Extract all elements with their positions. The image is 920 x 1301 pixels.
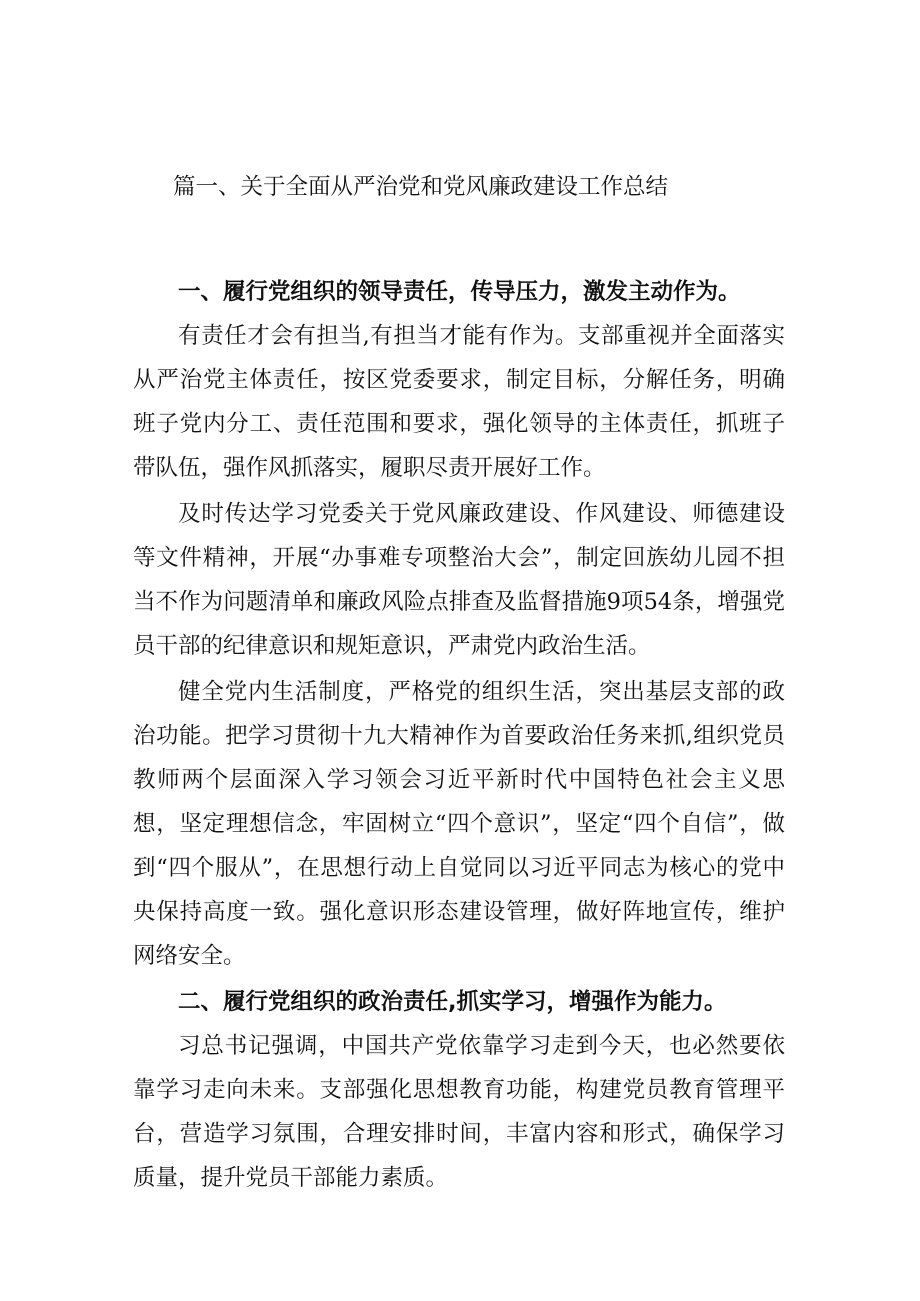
paragraph-2: 及时传达学习党委关于党风廉政建设、作风建设、师德建设等文件精神，开展“办事难专项整治大会”，制定回族幼儿园不担当不作为问题清单和廉政风险点排查及监督措施9项54条，增强党员干部的纪律意识和规矩意识，严肃党内政治生活。 — [133, 501, 785, 659]
paragraph-4: 习总书记强调，中国共产党依靠学习走到今天，也必然要依靠学习走向未来。支部强化思想教育功能，构建党员教育管理平台，营造学习氛围，合理安排时间，丰富内容和形式，确保学习质量，提升党员干部能力素质。 — [133, 1033, 785, 1191]
document-title: 篇一、关于全面从严治党和党风廉政建设工作总结 — [173, 174, 669, 200]
paragraph-3: 健全党内生活制度，严格党的组织生活，突出基层支部的政治功能。把学习贯彻十九大精神作为首要政治任务来抓,组织党员教师两个层面深入学习领会习近平新时代中国特色社会主义思想，坚定理想信念，牢固树立“四个意识”，坚定“四个自信”，做到“四个服从”，在思想行动上自觉同以习近平同志为核心的党中央保持高度一致。强化意识形态建设管理，做好阵地宣传，维护网络安全。 — [133, 679, 785, 969]
section-heading-1: 一、履行党组织的领导责任，传导压力，激发主动作为。 — [178, 279, 741, 305]
document-body — [133, 270, 785, 1200]
paragraph-1: 有责任才会有担当,有担当才能有作为。支部重视并全面落实从严治党主体责任，按区党委要求，制定目标，分解任务，明确班子党内分工、责任范围和要求，强化领导的主体责任，抓班子带队伍，强作风抓落实，履职尽责开展好工作。 — [133, 323, 785, 481]
section-heading-2: 二、履行党组织的政治责任,抓实学习，增强作为能力。 — [178, 989, 727, 1015]
